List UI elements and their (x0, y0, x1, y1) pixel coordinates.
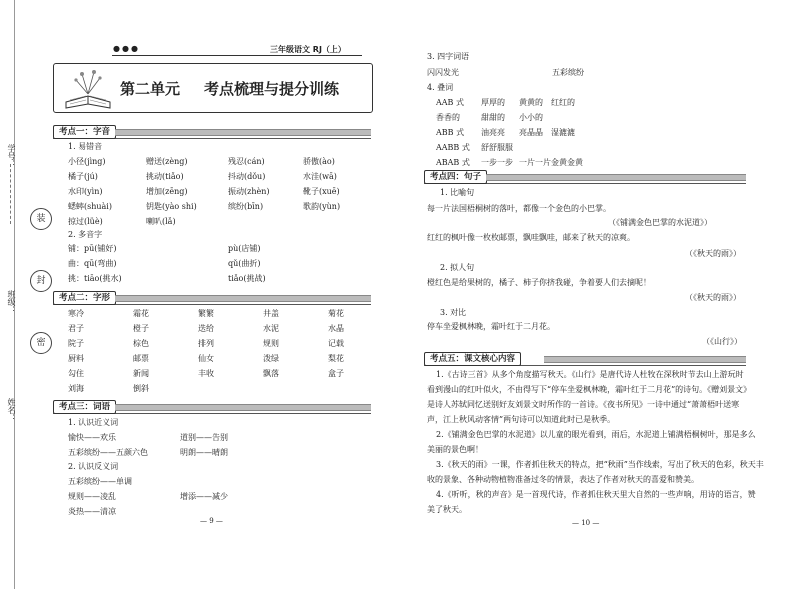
reduplication-item: 红红的 (551, 98, 575, 107)
item3-word2: 五彩缤纷 (552, 68, 584, 77)
pronunciation-item: 残忍(cán) (228, 157, 265, 166)
s1-sub1: 1. 易错音 (68, 142, 103, 151)
section4-tag: 考点四：句子 (424, 170, 487, 184)
section1-header (53, 125, 371, 139)
reduplication-item: 香香的 (436, 113, 460, 122)
character-item: 棕色 (133, 339, 149, 348)
s5-l1: 1.《古诗三首》从多个角度描写秋天。《山行》是唐代诗人杜牧在深秋时节去山上游玩时 (436, 370, 744, 379)
polyphone-item: 铺：pū(铺好) (68, 244, 117, 253)
unit-title: 第二单元 (120, 80, 181, 98)
s4-src1: （《铺满金色巴掌的水泥道》） (608, 218, 712, 227)
synonym-item: 明朗——晴朗 (180, 448, 228, 457)
pronunciation-item: 缤纷(bīn) (228, 202, 264, 211)
section5-tag: 考点五：课文核心内容 (424, 352, 521, 366)
pronunciation-item: 喇叭(lǎ) (146, 217, 176, 226)
s5-l4: 声，江上秋风动客情”两句诗可以知道此时已是秋季。 (427, 415, 616, 424)
character-item: 井盖 (263, 309, 279, 318)
header-dots: ●●● (113, 44, 140, 53)
character-item: 刘海 (68, 384, 84, 393)
character-item: 繁繁 (198, 309, 214, 318)
s4-p4: 停车坐爱枫林晚，霜叶红于二月花。 (427, 322, 555, 331)
pronunciation-item: 振动(zhèn) (228, 187, 270, 196)
pronunciation-item: 蟋蟀(shuài) (68, 202, 112, 211)
pronunciation-item: 橘子(jú) (68, 172, 98, 181)
character-item: 梨花 (328, 354, 344, 363)
pronunciation-item: 水印(yìn) (68, 187, 103, 196)
character-item: 霜花 (133, 309, 149, 318)
character-item: 橙子 (133, 324, 149, 333)
reduplication-item: 金黄金黄 (551, 158, 583, 167)
s4-sub1: 1. 比喻句 (440, 188, 475, 197)
reduplication-item: 甜甜的 (481, 113, 505, 122)
pronunciation-item: 歌韵(yùn) (303, 202, 341, 211)
s5-l6: 美丽的景色啊！ (427, 445, 483, 454)
character-item: 仙女 (198, 354, 214, 363)
character-item: 勾住 (68, 369, 84, 378)
pronunciation-item: 骄傲(ào) (303, 157, 335, 166)
pronunciation-item: 钥匙(yào shi) (146, 202, 197, 211)
item3-label: 3. 四字词语 (427, 52, 470, 61)
character-item: 飘落 (263, 369, 279, 378)
reduplication-item: ABB 式 (436, 128, 465, 137)
synonym-item: 五彩缤纷——五颜六色 (68, 448, 148, 457)
reduplication-item: 一步一步 (481, 158, 513, 167)
section1-tag: 考点一：字音 (53, 125, 116, 139)
pronunciation-item: 靴子(xuē) (303, 187, 340, 196)
main-title: 考点梳理与提分训练 (204, 80, 340, 98)
synonym-item: 愉快——欢乐 (68, 433, 116, 442)
antonym-item: 规则——凌乱 (68, 492, 116, 501)
s5-l3: 是诗人苏轼同忆送别好友刘景文时所作的一首诗。《夜书所见》一诗中通过“萧萧梧叶送寒 (427, 400, 740, 409)
binding-ring-2: 封 (30, 270, 52, 292)
pronunciation-item: 挑动(tiǎo) (146, 172, 184, 181)
polyphone-item: qǔ(曲折) (228, 259, 261, 268)
pronunciation-item: 赠送(zèng) (146, 157, 188, 166)
name-label: 姓名： (7, 398, 16, 422)
header-grade: 三年级语文 RJ（上） (270, 45, 346, 54)
character-item: 倒斜 (133, 384, 149, 393)
s5-l10: 美了秋天。 (427, 505, 467, 514)
polyphone-item: 挑：tiāo(挑水) (68, 274, 122, 283)
s4-sub2: 2. 拟人句 (440, 263, 475, 272)
title-banner (53, 63, 373, 113)
character-item: 君子 (68, 324, 84, 333)
reduplication-item: 黄黄的 (519, 98, 543, 107)
character-item: 盒子 (328, 369, 344, 378)
character-item: 邮票 (133, 354, 149, 363)
student-number-label: 学号： (7, 144, 16, 168)
character-item: 记载 (328, 339, 344, 348)
item3-word1: 闪闪发光 (427, 68, 459, 77)
character-item: 排列 (198, 339, 214, 348)
reduplication-item: 一片一片 (519, 158, 551, 167)
character-item: 迭给 (198, 324, 214, 333)
header-rule (112, 55, 362, 56)
reduplication-item: 舒舒服服 (481, 143, 513, 152)
binding-ring-3: 密 (30, 332, 52, 354)
reduplication-item: AABB 式 (436, 143, 470, 152)
s3-sub1: 1. 认识近义词 (68, 418, 119, 427)
s1-sub2: 2. 多音字 (68, 230, 103, 239)
s5-l9: 4.《听听，秋的声音》是一首现代诗，作者抓住秋天里大自然的一些声响，用诗的语言，赞 (436, 490, 756, 499)
s4-sub3: 3. 对比 (440, 308, 467, 317)
reduplication-item: 亮晶晶 (519, 128, 543, 137)
character-item: 院子 (68, 339, 84, 348)
s4-src2: （《秋天的雨》） (685, 249, 741, 258)
page-number-right: — 10 — (572, 519, 600, 527)
s4-p2: 红红的枫叶像一枚枚邮票，飘哇飘哇，邮来了秋天的凉爽。 (427, 233, 635, 242)
s5-l7: 3.《秋天的雨》一课，作者抓住秋天的特点，把“秋雨”当作线索，写出了秋天的色彩，秋天丰 (436, 460, 764, 469)
pronunciation-item: 小径(jìng) (68, 157, 106, 166)
s4-src4: （《山行》） (702, 337, 742, 346)
pronunciation-item: 掠过(lüè) (68, 217, 103, 226)
section2-header (53, 291, 371, 305)
s5-l2: 看到漫山的红叶似火，不由得写下“停车坐爱枫林晚，霜叶红于二月花”的诗句。《赠刘景文》 (427, 385, 752, 394)
s4-p3: 橙红色是给果树的，橘子、柿子你挤我碰，争着要人们去摘呢！ (427, 278, 651, 287)
character-item: 水晶 (328, 324, 344, 333)
antonym-item: 五彩缤纷——单调 (68, 477, 132, 486)
polyphone-item: tiǎo(挑战) (228, 274, 266, 283)
synonym-item: 道别——告别 (180, 433, 228, 442)
character-item: 新闻 (133, 369, 149, 378)
s5-l8: 收的景象、各种动物植物准备过冬的情景，表达了作者对秋天的喜爱和赞美。 (427, 475, 699, 484)
section5-header (424, 352, 746, 366)
s5-l5: 2.《铺满金色巴掌的水泥道》以儿童的眼光看到，雨后，水泥道上铺满梧桐树叶，那是多么 (436, 430, 756, 439)
polyphone-item: pù(店铺) (228, 244, 261, 253)
antonym-item: 炎热——清凉 (68, 507, 116, 516)
character-item: 菊花 (328, 309, 344, 318)
s3-sub2: 2. 认识反义词 (68, 462, 119, 471)
item4-label: 4. 叠词 (427, 83, 454, 92)
book-icon (60, 66, 116, 112)
polyphone-item: 曲：qū(弯曲) (68, 259, 117, 268)
s4-p1: 每一片法国梧桐树的落叶，都像一个金色的小巴掌。 (427, 204, 611, 213)
character-item: 规则 (263, 339, 279, 348)
character-item: 丰收 (198, 369, 214, 378)
section2-tag: 考点二：字形 (53, 291, 116, 305)
reduplication-item: AAB 式 (436, 98, 464, 107)
reduplication-item: 厚厚的 (481, 98, 505, 107)
character-item: 寒冷 (68, 309, 84, 318)
reduplication-item: 油亮亮 (481, 128, 505, 137)
s4-src3: （《秋天的雨》） (685, 293, 741, 302)
section3-tag: 考点三：词语 (53, 400, 116, 414)
antonym-item: 增添——减少 (180, 492, 228, 501)
page-number-left: — 9 — (200, 517, 223, 525)
class-label: 班级： (7, 290, 16, 314)
reduplication-item: ABAB 式 (436, 158, 470, 167)
dash-line (10, 164, 12, 224)
pronunciation-item: 抖动(dǒu) (228, 172, 266, 181)
section3-header (53, 400, 371, 414)
section4-header (424, 170, 746, 184)
character-item: 厨料 (68, 354, 84, 363)
character-item: 泼绿 (263, 354, 279, 363)
character-item: 水泥 (263, 324, 279, 333)
pronunciation-item: 水洼(wā) (303, 172, 337, 181)
reduplication-item: 湿漉漉 (551, 128, 575, 137)
reduplication-item: 小小的 (519, 113, 543, 122)
pronunciation-item: 增加(zēng) (146, 187, 188, 196)
binding-ring-1: 装 (30, 208, 52, 230)
